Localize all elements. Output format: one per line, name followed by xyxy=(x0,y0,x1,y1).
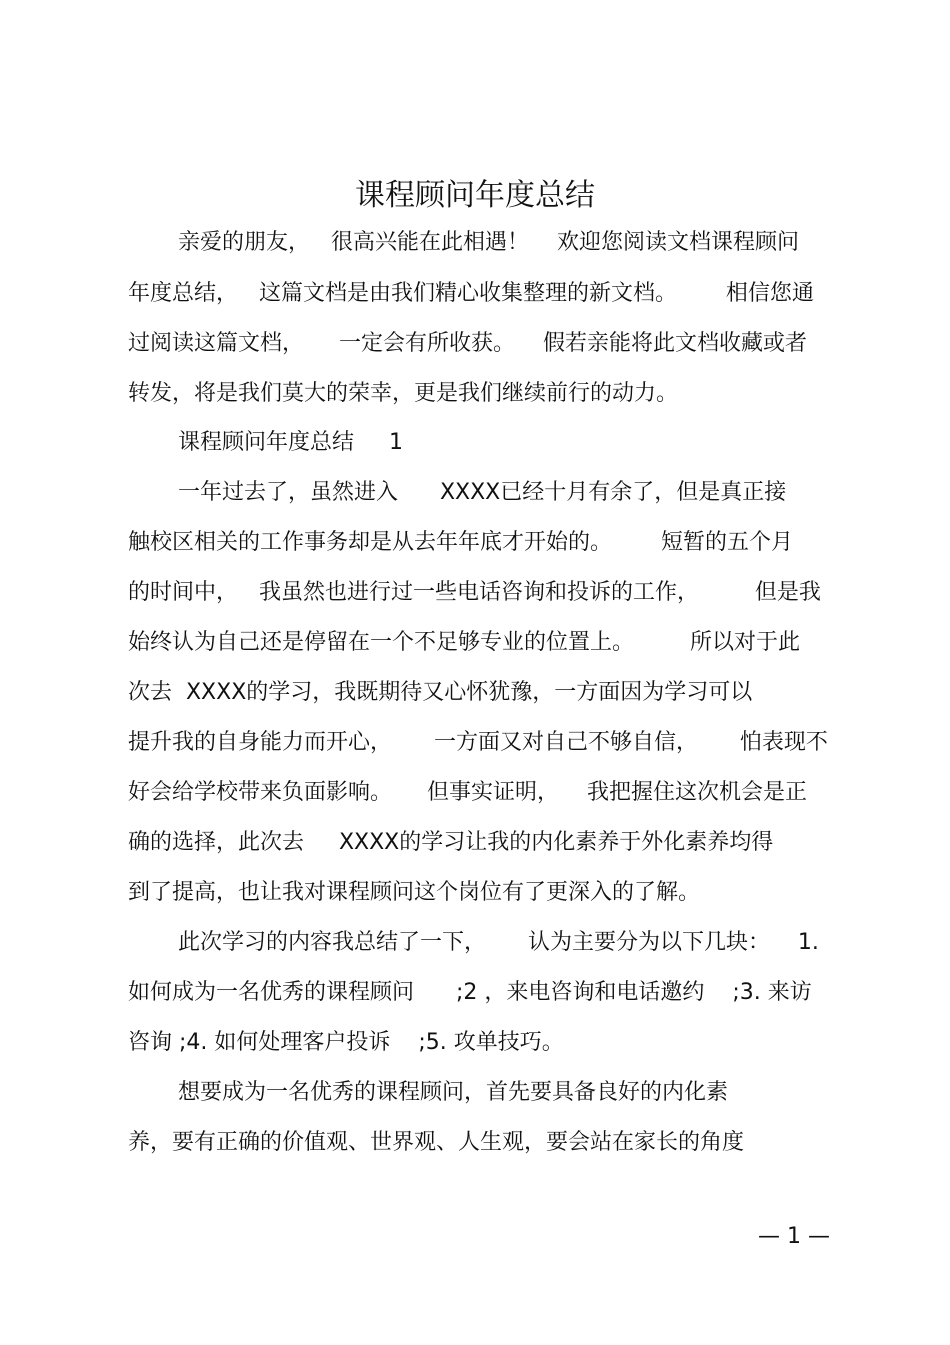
text-line: 好会给学校带来负面影响。 但事实证明， 我把握住这次机会是正 xyxy=(128,780,807,805)
text-line: 触校区相关的工作事务却是从去年年底才开始的。 短暂的五个月 xyxy=(128,530,793,555)
text-line: 此次学习的内容我总结了一下， 认为主要分为以下几块： 1. xyxy=(178,930,819,955)
text-line: 始终认为自己还是停留在一个不足够专业的位置上。 所以对于此 xyxy=(128,630,800,655)
text-line: 到了提高，也让我对课程顾问这个岗位有了更深入的了解。 xyxy=(128,880,701,905)
text-line: 次去 XXXX的学习，我既期待又心怀犹豫，一方面因为学习可以 xyxy=(128,680,753,705)
text-line: 如何成为一名优秀的课程顾问 ;2 ，来电咨询和电话邀约 ;3. 来访 xyxy=(128,980,812,1005)
text-line: 想要成为一名优秀的课程顾问，首先要具备良好的内化素 xyxy=(178,1080,729,1105)
section-heading: 课程顾问年度总结 1 xyxy=(178,430,403,455)
text-line: 过阅读这篇文档， 一定会有所收获。 假若亲能将此文档收藏或者 xyxy=(128,331,807,356)
text-line: 的时间中， 我虽然也进行过一些电话咨询和投诉的工作， 但是我 xyxy=(128,580,821,605)
document-title: 课程顾问年度总结 xyxy=(355,178,595,213)
text-line: 转发，将是我们莫大的荣幸，更是我们继续前行的动力。 xyxy=(128,381,679,406)
text-line: 确的选择，此次去 XXXX的学习让我的内化素养于外化素养均得 xyxy=(128,830,774,855)
page-number: — 1 — xyxy=(758,1224,830,1249)
text-line: 养，要有正确的价值观、世界观、人生观，要会站在家长的角度 xyxy=(128,1130,745,1155)
text-line: 亲爱的朋友， 很高兴能在此相遇！ 欢迎您阅读文档课程顾问 xyxy=(178,230,799,255)
text-line: 咨询 ;4. 如何处理客户投诉 ;5. 攻单技巧。 xyxy=(128,1030,564,1055)
text-line: 年度总结， 这篇文档是由我们精心收集整理的新文档。 相信您通 xyxy=(128,281,814,306)
text-line: 提升我的自身能力而开心， 一方面又对自己不够自信， 怕表现不 xyxy=(128,730,828,755)
text-line: 一年过去了，虽然进入 XXXX已经十月有余了，但是真正接 xyxy=(178,480,787,505)
